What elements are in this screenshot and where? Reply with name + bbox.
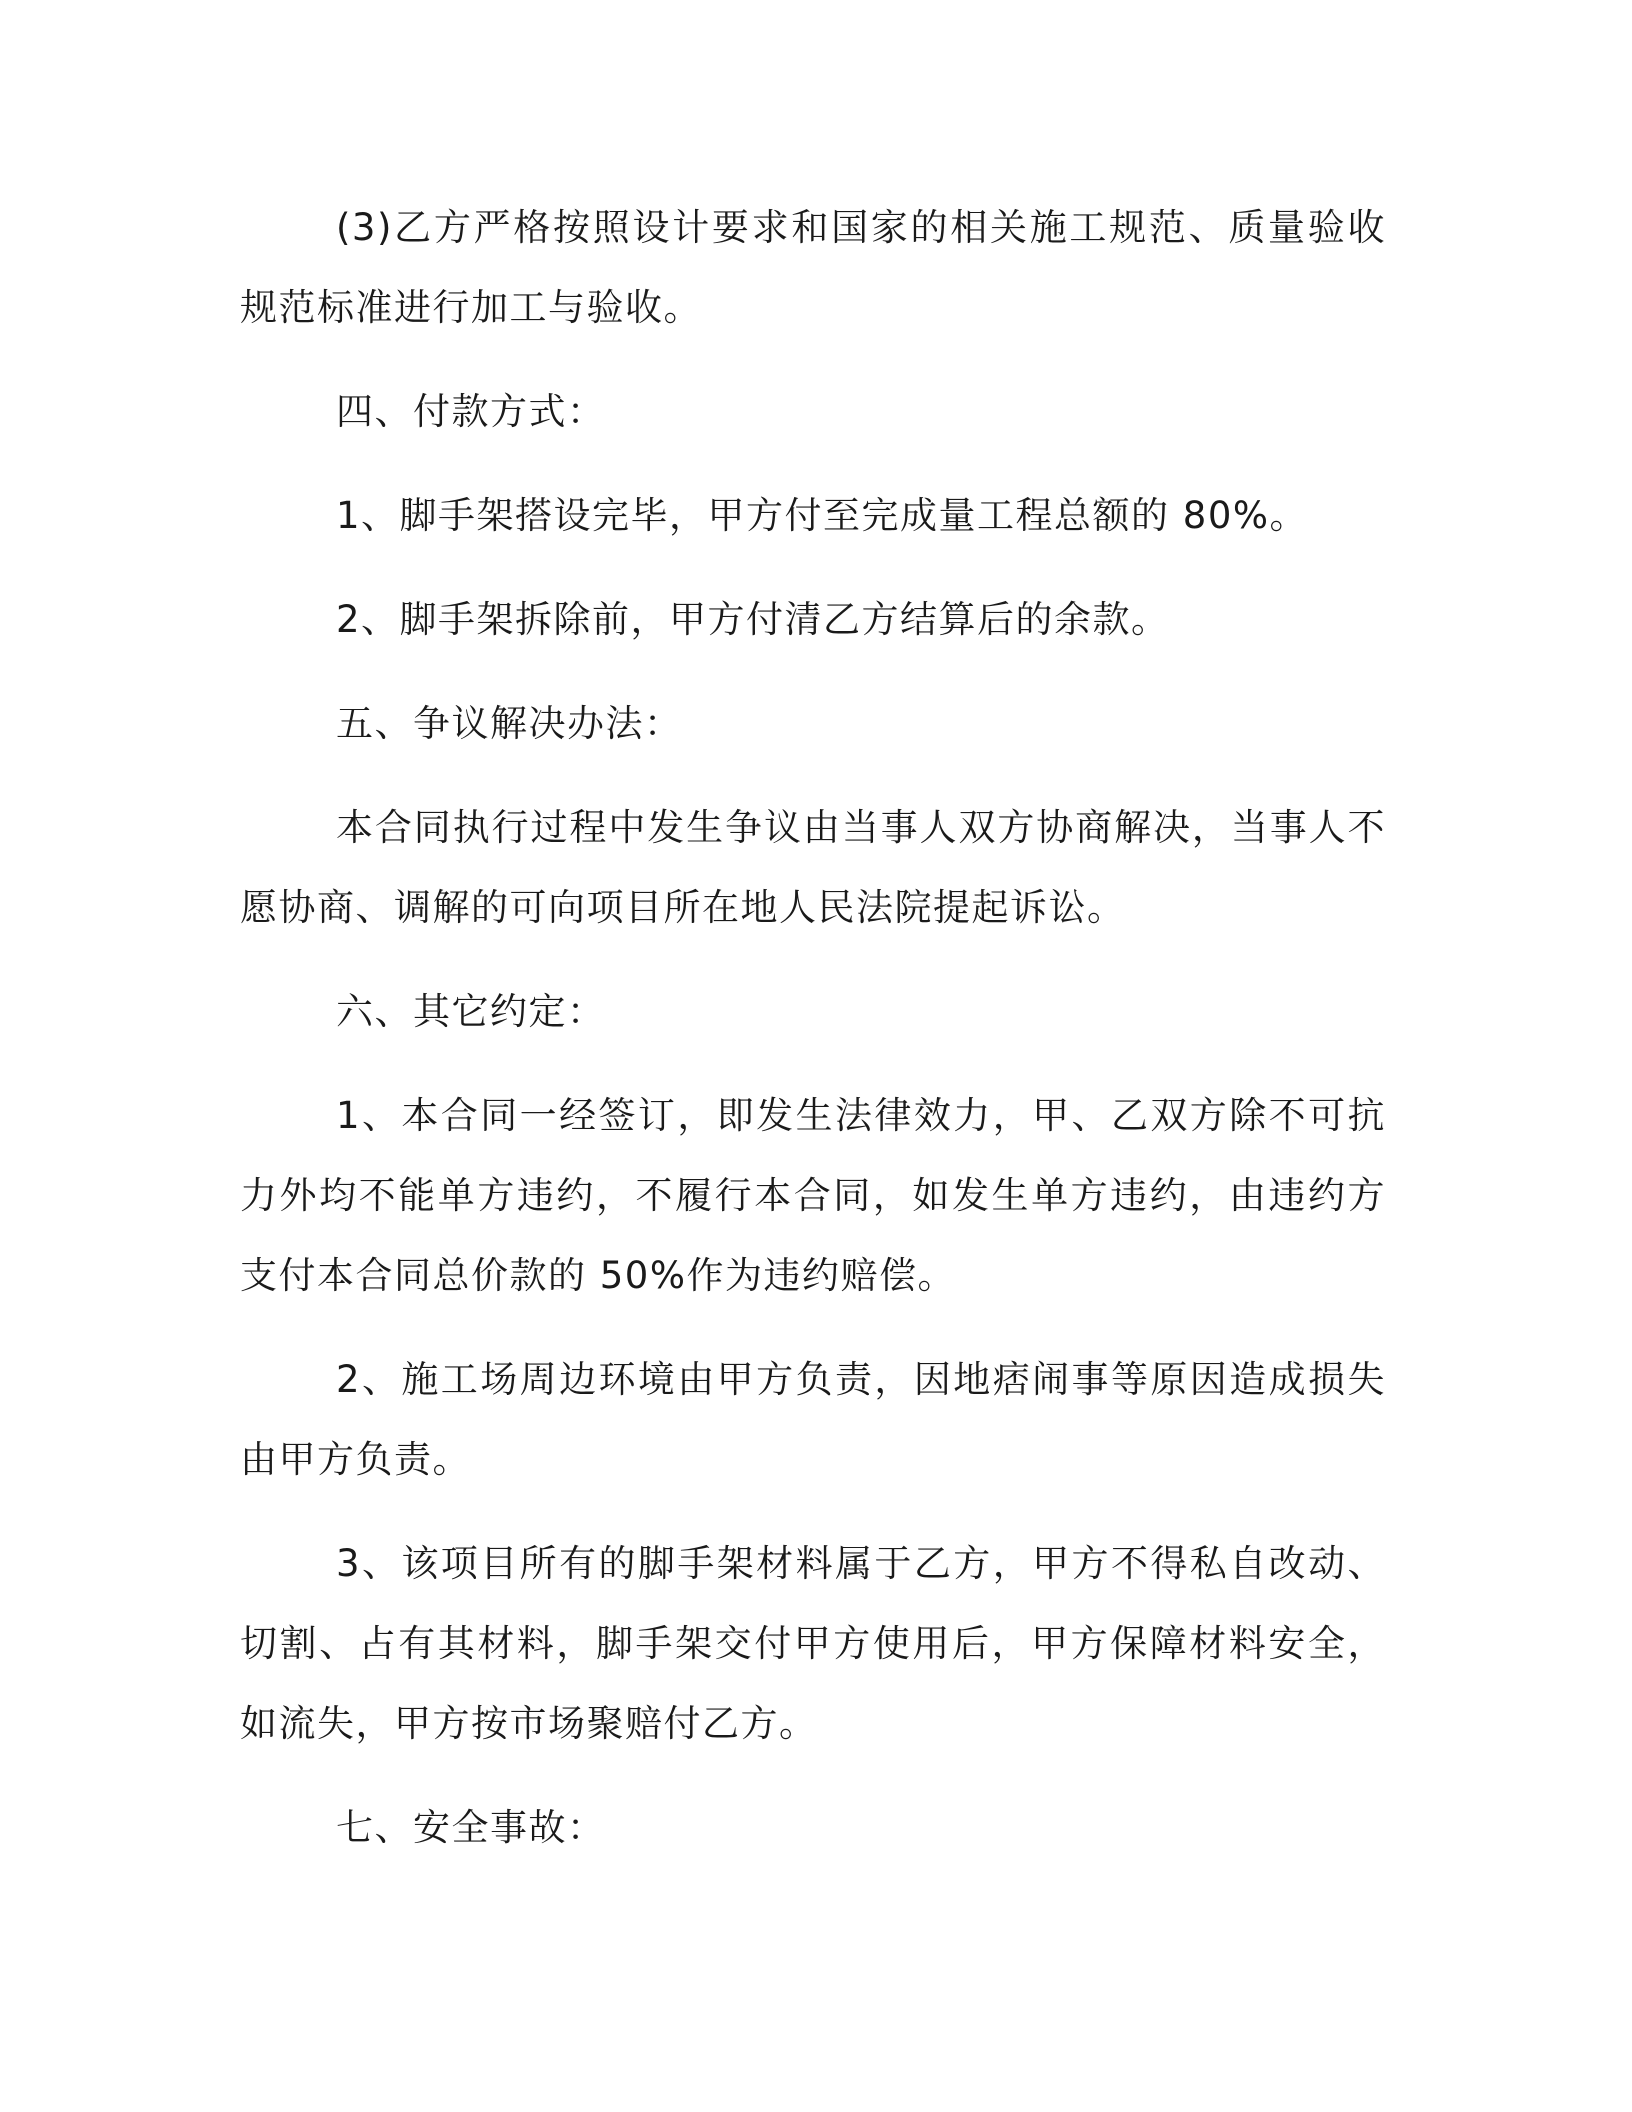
section-6-heading-other: 六、其它约定：: [336, 990, 606, 1033]
clause-3-quality-standard: (3)乙方严格按照设计要求和国家的相关施工规范、质量验收规范标准进行加工与验收。: [240, 206, 1386, 329]
payment-item-2: 2、脚手架拆除前，甲方付清乙方结算后的余款。: [336, 598, 1170, 641]
document-body: [240, 188, 1386, 1868]
payment-item-1: 1、脚手架搭设完毕，甲方付至完成量工程总额的 80%。: [336, 494, 1309, 537]
other-item-3: 3、该项目所有的脚手架材料属于乙方，甲方不得私自改动、切割、占有其材料，脚手架交付甲方使用后，甲方保障材料安全，如流失，甲方按市场聚赔付乙方。: [240, 1542, 1386, 1745]
other-item-2: 2、施工场周边环境由甲方负责，因地痞闹事等原因造成损失由甲方负责。: [240, 1358, 1386, 1481]
section-5-heading-dispute: 五、争议解决办法：: [336, 702, 683, 745]
other-item-1: 1、本合同一经签订，即发生法律效力，甲、乙双方除不可抗力外均不能单方违约，不履行本合同，如发生单方违约，由违约方支付本合同总价款的 50%作为违约赔偿。: [240, 1094, 1386, 1297]
section-4-heading-payment: 四、付款方式：: [336, 390, 606, 433]
dispute-resolution-text: 本合同执行过程中发生争议由当事人双方协商解决，当事人不愿协商、调解的可向项目所在地人民法院提起诉讼。: [240, 806, 1386, 929]
section-7-heading-safety: 七、安全事故：: [336, 1806, 606, 1849]
